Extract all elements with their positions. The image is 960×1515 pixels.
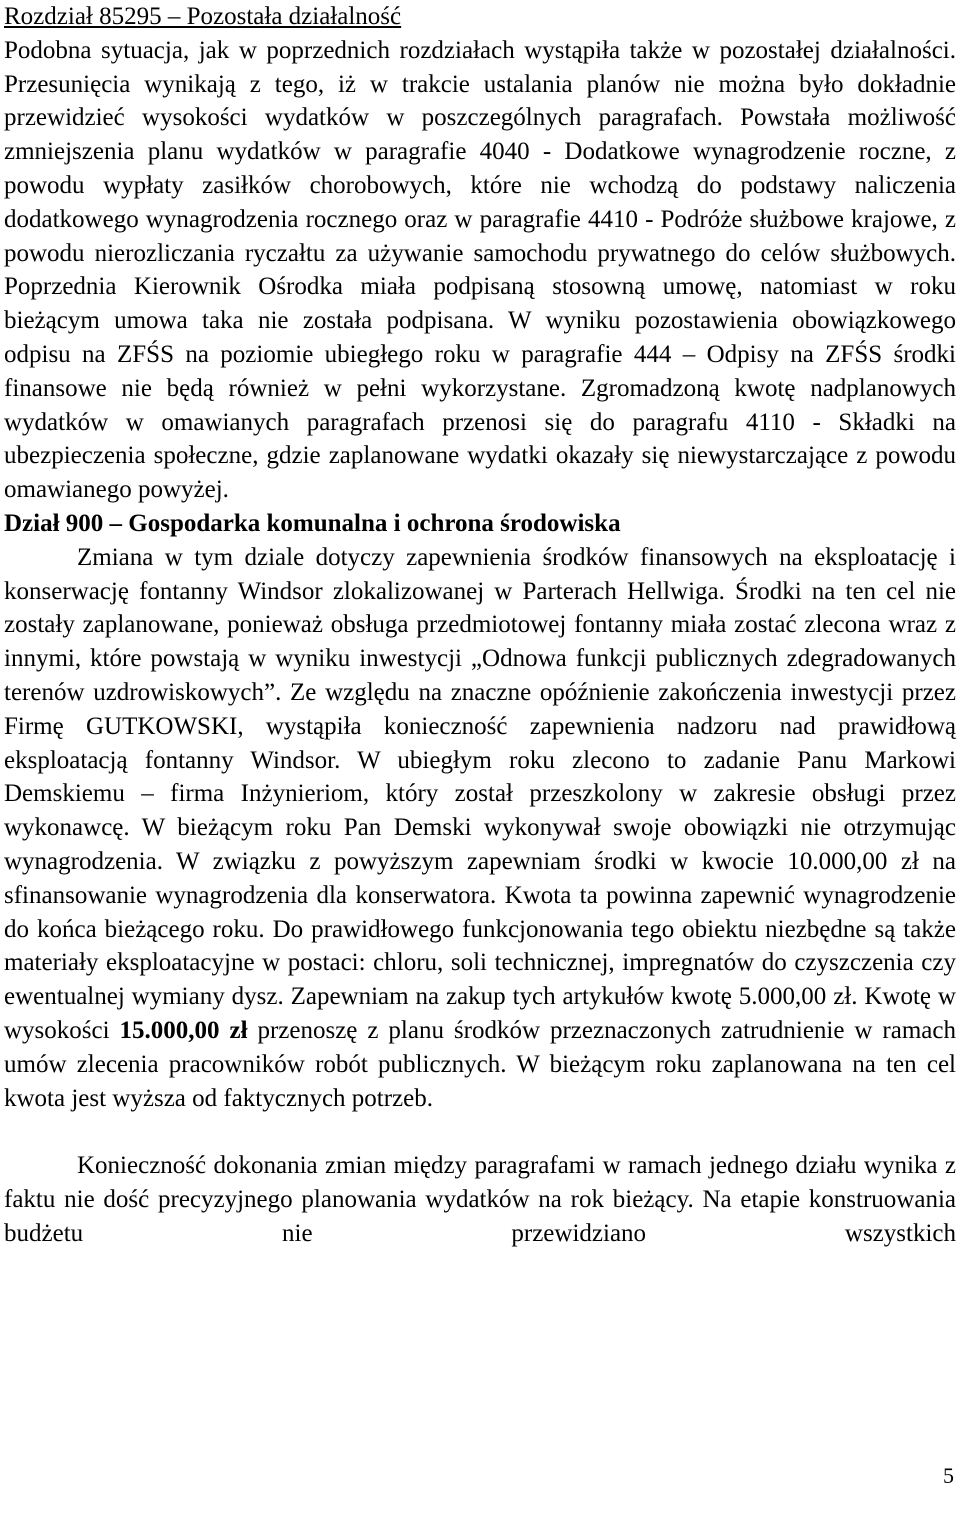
section-900-text: Zmiana w tym dziale dotyczy zapewnienia środków finansowych na eksploatację i konserwację fontanny Windsor zlokalizowanej w Parterach Hellwiga. Środki na ten cel nie zostały zaplanowane, ponieważ obsługa przedmiotowej fontanny miała zostać zlecona wraz z innymi, które powstają w wyniku inwestycji „Odnowa funkcji publicznych zdegradowanych terenów uzdrowiskowych”. Ze względu na znaczne opóźnienie zakończenia inwestycji przez Firmę GUTKOWSKI, wystąpiła konieczność zapewnienia nadzoru nad prawidłową eksploatacją fontanny Windsor. W ubiegłym roku zlecono to zadanie Panu Markowi Demskiemu – firma Inżynieriom, który został przeszkolony w zakresie obsługi przez wykonawcę. W bieżącym roku Pan Demski wykonywał swoje obowiązki nie otrzymując wynagrodzenia. W związku z powyższym zapewniam środki w kwocie 10.000,00 zł na sfinansowanie wynagrodzenia dla konserwatora. Kwota ta powinna zapewnić wynagrodzenie do końca bieżącego roku. Do prawidłowego funkcjonowania tego obiektu niezbędne są także materiały eksploatacyjne w postaci: chloru, soli technicznej, impregnatów do czyszczenia czy ewentualnej wymiany dysz. Zapewniam na zakup tych artykułów kwotę 5.000,00 zł. Kwotę w wysokości xyxy=(4,543,956,1044)
section-heading-900: Dział 900 – Gospodarka komunalna i ochrona środowiska xyxy=(4,509,621,537)
bold-amount: 15.000,00 zł xyxy=(119,1016,248,1044)
document-page xyxy=(4,0,956,1250)
section-85295-text-serif: Podobna sytuacja, jak w poprzednich rozdziałach wystąpiła także w pozostałej działalności. Przesunięcia wynikają z tego, iż w trakcie ustalania planów nie można było dokładnie przewidzieć wysokości wydatków w poszczególnych paragrafach. xyxy=(4,36,956,132)
section-85295-text-rest: Poprzednia Kierownik Ośrodka miała podpisaną stosowną umowę, natomiast w roku bieżącym umowa taka nie została podpisana. W wyniku pozostawienia obowiązkowego odpisu na ZFŚS na poziomie ubiegłego roku w paragrafie 444 – Odpisy na ZFŚS środki finansowe nie będą również w pełni wykorzystane. Zgromadzoną kwotę nadplanowych wydatków w omawianych paragrafach przenosi się do paragrafu 4110 - Składki na ubezpieczenia społeczne, gdzie zaplanowane wydatki okazały się niewystarczające z powodu omawianego powyżej. xyxy=(4,273,956,504)
paragraph-spacer xyxy=(4,1115,956,1149)
section-85295-text-sans: Powstała możliwość zmniejszenia planu wydatków w paragrafie 4040 - Dodatkowe wynagrodzenie roczne, z powodu wypłaty zasiłków chorobowych, które nie wchodzą do podstawy naliczenia dodatkowego wynagrodzenia rocznego oraz w paragrafie 4410 - Podróże służbowe krajowe, z powodu nierozliczania ryczałtu za używanie samochodu prywatnego do celów służbowych. xyxy=(4,104,956,267)
section-85295-paragraph xyxy=(4,34,956,507)
closing-paragraph: Konieczność dokonania zmian między paragrafami w ramach jednego działu wynika z faktu nie dość precyzyjnego planowania wydatków na rok bieżący. Na etapie konstruowania budżetu nie przewidziano wszystkich xyxy=(4,1152,956,1247)
section-900-text-end: przenoszę z planu środków przeznaczonych zatrudnienie w ramach umów zlecenia pracowników robót publicznych. W bieżącym roku zaplanowana na ten cel kwota jest wyższa od faktycznych potrzeb. xyxy=(4,1016,956,1112)
section-900-paragraph xyxy=(4,541,956,1116)
page-number: 5 xyxy=(943,1463,954,1488)
section-heading-85295: Rozdział 85295 – Pozostała działalność xyxy=(4,3,402,30)
